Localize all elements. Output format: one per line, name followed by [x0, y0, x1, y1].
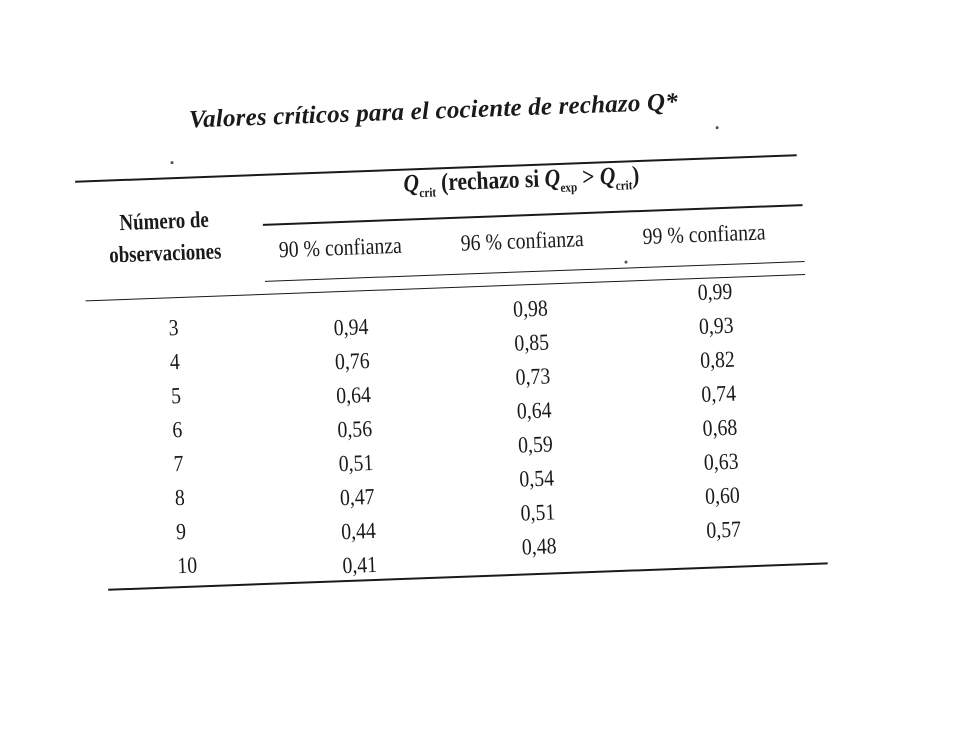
value-cell: 0,47	[339, 483, 376, 511]
observation-cell: 10	[176, 552, 198, 579]
value-cell: 0,48	[521, 533, 557, 560]
scan-speck	[624, 261, 627, 264]
observations-column	[168, 311, 198, 584]
value-cell: 0,73	[515, 363, 551, 390]
row-header-line1: Número de	[119, 206, 210, 236]
column-header-99: 99 % confianza	[642, 219, 766, 249]
value-cell: 0,94	[333, 314, 369, 341]
value-cell: 0,51	[520, 499, 556, 526]
value-cell: 0,60	[704, 482, 741, 509]
values-column-96	[513, 291, 558, 564]
q-exp-subscript: exp	[560, 179, 578, 195]
value-cell: 0,57	[705, 516, 742, 543]
observation-cell: 8	[174, 484, 186, 511]
observation-cell: 6	[171, 416, 183, 443]
row-header	[106, 203, 223, 271]
value-cell: 0,44	[340, 517, 377, 545]
values-column-99	[697, 275, 742, 548]
observation-cell: 5	[170, 382, 182, 409]
value-cell: 0,99	[697, 278, 733, 305]
values-column-90	[333, 310, 378, 583]
column-header-96: 96 % confianza	[460, 226, 585, 256]
observation-cell: 4	[169, 349, 181, 375]
table-title: Valores críticos para el cociente de rechazo Q*	[188, 88, 679, 134]
observation-cell: 7	[173, 450, 184, 477]
value-cell: 0,82	[699, 346, 736, 373]
observation-cell: 3	[168, 315, 179, 341]
group-header-middle: (rechazo si	[435, 165, 546, 197]
greater-than-sign: >	[576, 163, 601, 192]
value-cell: 0,85	[513, 329, 550, 356]
value-cell: 0,76	[334, 348, 371, 375]
value-cell: 0,54	[518, 465, 555, 492]
value-cell: 0,93	[698, 312, 734, 339]
value-cell: 0,41	[341, 551, 378, 579]
row-header-line2: observaciones	[108, 238, 222, 268]
value-cell: 0,98	[512, 295, 549, 322]
value-cell: 0,64	[516, 397, 552, 424]
value-cell: 0,51	[338, 449, 374, 477]
q-exp-symbol: Q	[544, 164, 561, 193]
scan-speck	[716, 126, 719, 129]
observation-cell: 9	[175, 518, 187, 545]
q-crit-subscript-right: crit	[615, 177, 633, 193]
q-crit-subscript: crit	[419, 184, 437, 201]
value-cell: 0,64	[335, 382, 372, 409]
scan-speck	[171, 161, 174, 164]
value-cell: 0,56	[337, 416, 373, 443]
column-header-90: 90 % confianza	[278, 232, 403, 263]
value-cell: 0,74	[700, 380, 737, 407]
value-cell: 0,59	[517, 431, 554, 458]
value-cell: 0,63	[703, 448, 739, 475]
value-cell: 0,68	[702, 414, 738, 441]
group-header-close: )	[631, 162, 640, 190]
bottom-rule	[108, 562, 828, 590]
q-crit-symbol: Q	[403, 170, 420, 198]
q-crit-symbol-right: Q	[599, 162, 616, 191]
